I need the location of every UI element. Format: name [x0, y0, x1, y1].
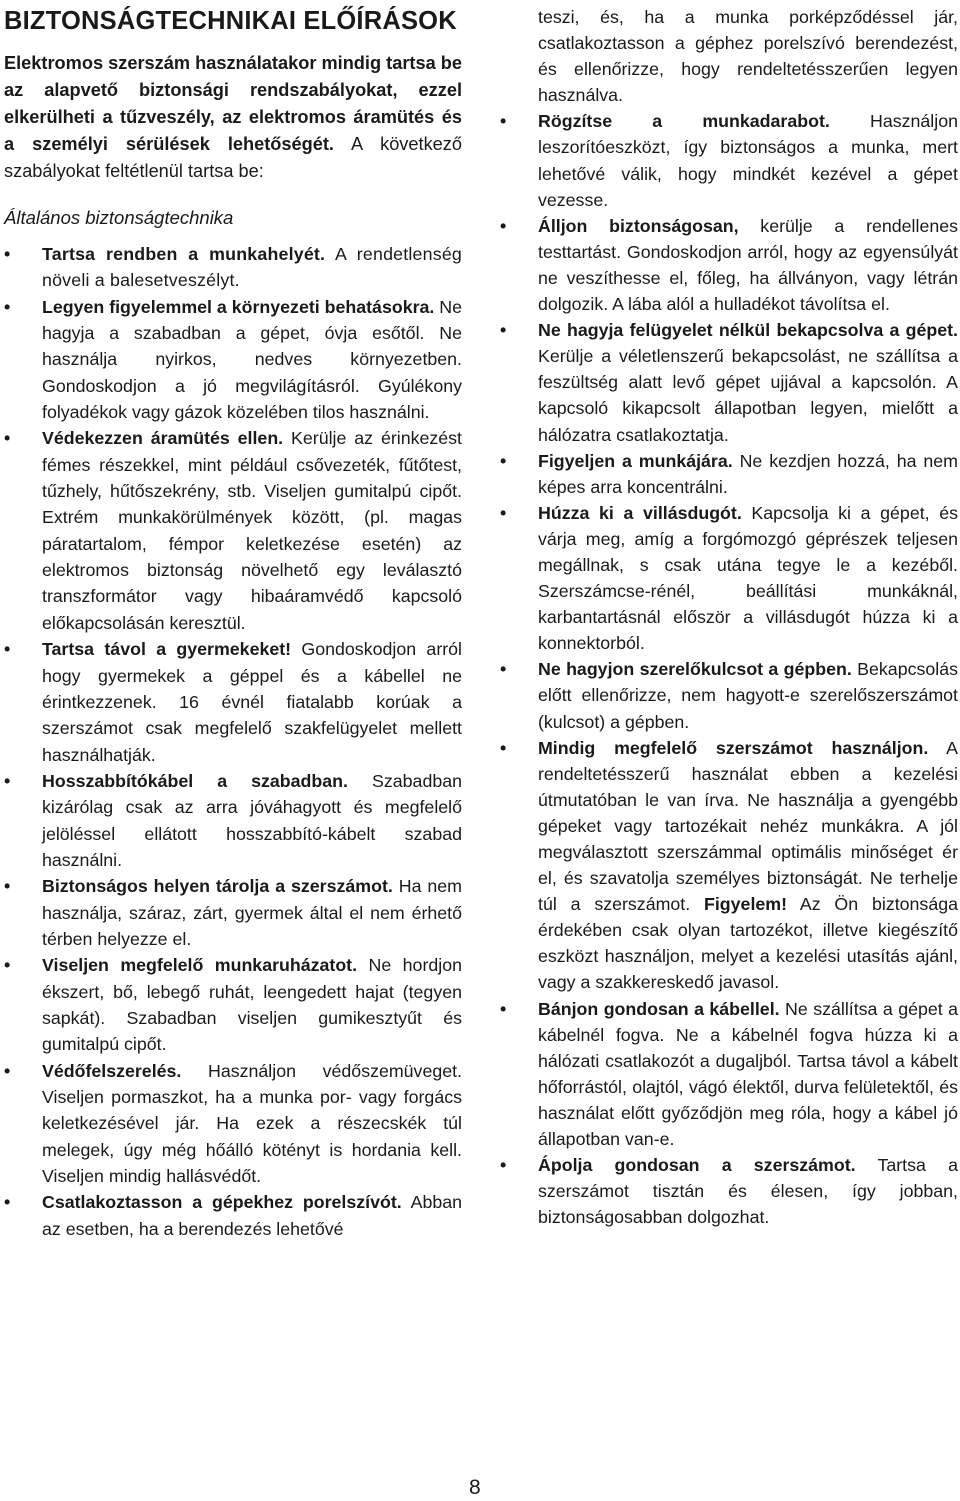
rule-lead: Védőfelszerelés.: [42, 1060, 182, 1081]
right-column: [500, 0, 958, 1230]
continued-paragraph: teszi, és, ha a munka porképződéssel jár, csatlakoztasson a géphez porelszívó berendezést, és ellenőrizze, hogy rendeltetésszerűen legyen használva.: [538, 7, 958, 106]
rule-item: [500, 213, 958, 317]
rule-text: A rendetlenség növeli a balesetveszélyt.: [42, 244, 462, 291]
section-heading: Általános biztonságtechnika: [4, 207, 234, 228]
rule-lead: Ápolja gondosan a szerszámot.: [538, 1155, 856, 1176]
rule-item: [4, 294, 462, 426]
rule-text: A rendeltetésszerű használat ebben a kezelési útmutatóban le van írva. Ne használja a gyengébb gépeket vagy tartozékait nehéz munkákra. A jól megválasztott szerszámmal optimális minőséget ér el, és szavatolja személyes biztonságát. Ne terhelje túl a szerszámot.: [538, 737, 958, 915]
rule-text: Ha nem használja, száraz, zárt, gyermek által el nem érhető térben helyezze el.: [42, 876, 462, 949]
rule-text: Ne hagyja a szabadban a gépet, óvja esőtől. Ne használja nyirkos, nedves környezetben. Gondoskodjon a jó megvilágításról. Gyúlékony folyadékok vagy gázok közelében tilos használni.: [42, 296, 463, 423]
rule-lead: Tartsa rendben a munkahelyét.: [42, 244, 326, 264]
rule-lead: Hosszabbítókábel a szabadban.: [42, 770, 348, 791]
page-number: 8: [469, 1476, 481, 1499]
rule-text: Gondoskodjon arról hogy gyermekek a géppel és a kábellel ne érintkezzenek. 16 évnél fiatalabb korúak a szerszámot csak megfelelő szakfelügyelet mellett használhatják.: [42, 639, 462, 765]
rule-text: Abban az esetben, ha a berendezés lehetővé: [42, 1192, 462, 1239]
rule-text: Tartsa a szerszámot tisztán és élesen, így jobban, biztonságosabban dolgozhat.: [538, 1155, 958, 1228]
page-title: [4, 6, 462, 36]
rule-item: [500, 317, 958, 447]
rule-lead: Álljon biztonságosan,: [538, 215, 739, 236]
rule-lead: Legyen figyelemmel a környezeti behatásokra.: [42, 296, 435, 317]
rule-text: Ne szállítsa a gépet a kábelnél fogva. Ne a kábelnél fogva húzza ki a hálózati csatlakozót a dugaljból. Tartsa távol a kábelt hőforrástól, olajtól, vágó élektől, durva felületektől, és használat előtt győződjön meg róla, hogy a kábel jó állapotban van-e.: [538, 998, 959, 1150]
rule-lead: Bánjon gondosan a kábellel.: [538, 998, 780, 1019]
rule-item: [4, 1189, 462, 1242]
rule-text: kerülje a rendellenes testtartást. Gondoskodjon arról, hogy az egyensúlyát ne veszíthesse el, főleg, ha állványon, vagy létrán dolgozik. A lába alól a hulladékot távolítsa el.: [538, 215, 959, 315]
rule-lead: Figyeljen a munkájára.: [538, 450, 733, 471]
rules-list-right: [500, 108, 958, 1230]
rule-text: Kapcsolja ki a gépet, és várja meg, amíg a forgómozgó géprészek teljesen megállnak, s csak utána tegye le a kezéből. Szerszámcse-rénél, beállítási munkáknál, karbantartásnál először a villásdugót húzza ki a konnektorból.: [538, 502, 958, 654]
rule-item: [500, 996, 958, 1153]
rule-item: [500, 656, 958, 734]
rule-lead: Ne hagyja felügyelet nélkül bekapcsolva a gépet.: [538, 320, 958, 341]
rule-item: [4, 636, 462, 768]
rule-lead: Rögzítse a munkadarabot.: [538, 111, 830, 132]
rule-lead: Ne hagyjon szerelőkulcsot a gépben.: [538, 659, 852, 680]
rule-text: Használjon védőszemüveget. Viseljen pormaszkot, ha a munka por- vagy forgács keletkezésével jár. Ha ezek a részecskék túl melegek, úgy még hőálló kötényt is hordania kell. Viseljen mindig hallásvédőt.: [42, 1060, 462, 1187]
rule-text: Ne kezdjen hozzá, ha nem képes arra koncentrálni.: [538, 450, 958, 497]
rule-item: [4, 952, 462, 1057]
rule-text: Használjon leszorítóeszközt, így biztonságos a munka, mert lehetővé válik, hogy mindkét kezével a gépet vezesse.: [538, 111, 958, 210]
rule-lead: Tartsa távol a gyermekeket!: [42, 639, 292, 660]
rule-text: Ne hordjon ékszert, bő, lebegő ruhát, leengedett hajat (tegyen sapkát). Szabadban viseljen gumikesztyűt és gumitalpú cipőt.: [42, 955, 462, 1055]
note-text: Az Ön biztonsága érdekében csak olyan tartozékot, illetve kiegészítő eszközt használjon, melyet a kezelési utasítás ajánl, vagy a szakkereskedő javasol.: [538, 894, 958, 993]
rule-item: [500, 448, 958, 500]
rule-item: [4, 241, 462, 294]
rule-item: [4, 425, 462, 636]
rule-lead: Védekezzen áramütés ellen.: [42, 428, 284, 449]
rules-list-left: [4, 241, 462, 1242]
rule-item: [4, 873, 462, 952]
rule-lead: Mindig megfelelő szerszámot használjon.: [538, 737, 929, 758]
intro-bold-text: Elektromos szerszám használatakor mindig tartsa be az alapvető biztonsági rendszabályokat, ezzel elkerülheti a tűzveszély, az elektromos áramütés és a személyi sérülések lehetőségét.: [4, 53, 462, 154]
intro-rest-text: A következő szabályokat feltétlenül tartsa be:: [4, 134, 462, 181]
rule-text: Szabadban kizárólag csak az arra jóváhagyott és megfelelő jelöléssel ellátott hosszabbító-kábelt szabad használni.: [42, 770, 462, 870]
rule-item: [4, 1058, 462, 1190]
intro-paragraph: [4, 50, 462, 185]
page-title-text: BIZTONSÁGTECHNIKAI ELŐÍRÁSOK: [4, 7, 457, 35]
rule-lead: Viseljen megfelelő munkaruházatot.: [42, 955, 358, 976]
rule-item: [500, 500, 958, 657]
rule-item: [4, 768, 462, 873]
rule-text: Kerülje az érinkezést fémes részekkel, mint például csővezeték, fűtőtest, tűzhely, hűtőszekrény, stb. Viseljen gumitalpú cipőt. Extrém munkakörülmények között, (pl. magas páratartalom, fémpor keletkezése esetén) az elektromos biztonság növelhető egy leválasztó transzformátor vagy hibaáramvédő kapcsoló előkapcsolásán keresztül.: [42, 428, 462, 633]
rule-item: [500, 1152, 958, 1230]
rule-text: Bekapcsolás előtt ellenőrizze, nem hagyott-e szerelőszerszámot (kulcsot) a gépben.: [538, 659, 958, 732]
rule-text: Kerülje a véletlenszerű bekapcsolást, ne szállítsa a feszültség alatt levő gépet ujjával a kapcsolón. A kapcsoló kikapcsolt állapotban legyen, mielőtt a hálózatra csatlakoztatja.: [538, 346, 958, 445]
left-column: [4, 0, 462, 1242]
rule-lead: Húzza ki a villásdugót.: [538, 502, 742, 523]
note-lead: Figyelem!: [704, 894, 788, 915]
rule-item: [500, 735, 958, 996]
rule-lead: Csatlakoztasson a gépekhez porelszívót.: [42, 1192, 402, 1213]
rule-lead: Biztonságos helyen tárolja a szerszámot.: [42, 876, 393, 897]
rule-item: [500, 108, 958, 212]
